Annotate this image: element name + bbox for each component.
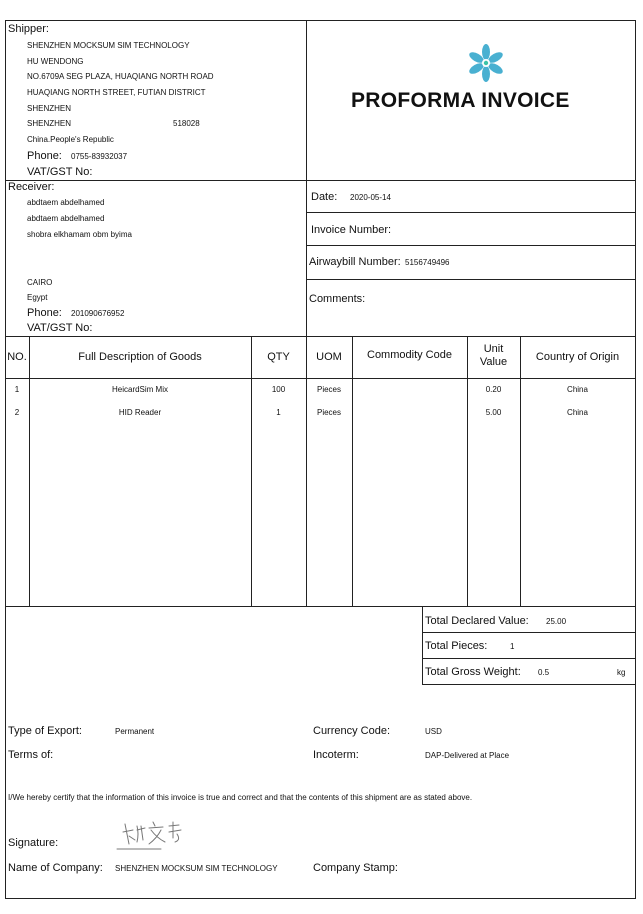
total-pieces-label: Total Pieces: xyxy=(425,640,488,652)
row-2-no: 2 xyxy=(14,408,20,417)
shipper-label: Shipper: xyxy=(8,23,49,35)
totals-line-2 xyxy=(422,658,636,659)
receiver-line-2: abdtaem abdelhamed xyxy=(27,214,105,223)
divider-invoice xyxy=(306,245,636,246)
receiver-line-3: shobra elkhamam obm byima xyxy=(27,230,132,239)
currency-label: Currency Code: xyxy=(313,725,391,737)
row-1-no: 1 xyxy=(14,385,20,394)
row-1-uom: Pieces xyxy=(316,385,341,394)
col-line-2 xyxy=(251,336,252,607)
total-weight-value: 0.5 xyxy=(538,668,550,677)
handwritten-signature-icon xyxy=(115,816,195,852)
shipper-city-2: SHENZHEN xyxy=(27,119,72,128)
receiver-phone-label: Phone: xyxy=(27,307,62,319)
row-2-unit-value: 5.00 xyxy=(485,408,502,417)
row-2-origin: China xyxy=(567,408,588,417)
company-name-value: SHENZHEN MOCKSUM SIM TECHNOLOGY xyxy=(115,864,278,873)
date-value: 2020-05-14 xyxy=(350,193,391,202)
date-label: Date: xyxy=(311,191,338,203)
export-type-value: Permanent xyxy=(115,727,155,736)
receiver-city: CAIRO xyxy=(27,278,53,287)
row-1-unit-value: 0.20 xyxy=(485,385,502,394)
shipper-address-2: HUAQIANG NORTH STREET, FUTIAN DISTRICT xyxy=(27,88,206,97)
airwaybill-value: 5156749496 xyxy=(405,258,450,267)
incoterm-label: Incoterm: xyxy=(313,749,359,761)
total-weight-unit: kg xyxy=(617,668,626,677)
company-name-label: Name of Company: xyxy=(8,862,103,874)
incoterm-value: DAP-Delivered at Place xyxy=(425,751,510,760)
table-bottom xyxy=(5,606,636,607)
terms-label: Terms of: xyxy=(8,749,54,761)
shipper-postcode: 518028 xyxy=(173,119,200,128)
total-declared-label: Total Declared Value: xyxy=(425,615,529,627)
totals-left-line xyxy=(422,606,423,685)
table-header-bottom xyxy=(5,378,636,379)
shipper-country: China.People's Republic xyxy=(27,135,114,144)
certification-text: I/We hereby certify that the information of this invoice is true and correct and that the contents of this shipment are as stated above. xyxy=(8,793,473,802)
shipper-address-1: NO.6709A SEG PLAZA, HUAQIANG NORTH ROAD xyxy=(27,72,214,81)
total-declared-value: 25.00 xyxy=(546,617,567,626)
header-uom: UOM xyxy=(316,351,342,363)
row-1-description: HeicardSim Mix xyxy=(111,385,168,394)
shipper-phone-label: Phone: xyxy=(27,150,62,162)
row-2-qty: 1 xyxy=(276,408,281,417)
header-value: Value xyxy=(479,356,508,368)
col-line-6 xyxy=(520,336,521,607)
airwaybill-label: Airwaybill Number: xyxy=(309,256,401,268)
shipper-vat-label: VAT/GST No: xyxy=(27,166,93,178)
shipper-city-1: SHENZHEN xyxy=(27,104,72,113)
divider-date xyxy=(306,212,636,213)
divider-shipper-bottom xyxy=(5,180,636,181)
col-line-5 xyxy=(467,336,468,607)
receiver-line-1: abdtaem abdelhamed xyxy=(27,198,105,207)
border-right xyxy=(635,20,636,899)
col-line-4 xyxy=(352,336,353,607)
divider-main xyxy=(306,20,307,606)
shipper-contact: HU WENDONG xyxy=(27,57,84,66)
row-2-uom: Pieces xyxy=(316,408,341,417)
border-bottom xyxy=(5,898,636,899)
totals-line-1 xyxy=(422,632,636,633)
header-commodity-code: Commodity Code xyxy=(367,349,452,361)
totals-line-3 xyxy=(422,684,636,685)
row-1-origin: China xyxy=(567,385,588,394)
receiver-phone: 201090676952 xyxy=(71,309,125,318)
receiver-vat-label: VAT/GST No: xyxy=(27,322,93,334)
shipper-company: SHENZHEN MOCKSUM SIM TECHNOLOGY xyxy=(27,41,190,50)
company-stamp-label: Company Stamp: xyxy=(313,862,398,874)
header-description: Full Description of Goods xyxy=(78,351,202,363)
snowflake-flower-logo-icon xyxy=(466,43,506,83)
header-qty: QTY xyxy=(267,351,290,363)
receiver-country: Egypt xyxy=(27,293,48,302)
export-type-label: Type of Export: xyxy=(8,725,82,737)
page-title: PROFORMA INVOICE xyxy=(351,89,570,112)
shipper-phone: 0755-83932037 xyxy=(71,152,128,161)
row-1-qty: 100 xyxy=(271,385,286,394)
col-line-1 xyxy=(29,336,30,607)
signature-label: Signature: xyxy=(8,837,59,849)
receiver-label: Receiver: xyxy=(8,181,55,193)
row-2-description: HID Reader xyxy=(118,408,162,417)
border-left xyxy=(5,20,6,899)
border-top xyxy=(5,20,636,21)
divider-airwaybill xyxy=(306,279,636,280)
header-country-of-origin: Country of Origin xyxy=(535,351,620,363)
invoice-number-label: Invoice Number: xyxy=(311,224,392,236)
total-pieces-value: 1 xyxy=(510,642,515,651)
currency-value: USD xyxy=(425,727,442,736)
table-top xyxy=(5,336,636,337)
header-unit: Unit xyxy=(483,343,504,355)
header-no: NO. xyxy=(7,351,27,363)
total-weight-label: Total Gross Weight: xyxy=(425,666,521,678)
comments-label: Comments: xyxy=(309,293,366,305)
